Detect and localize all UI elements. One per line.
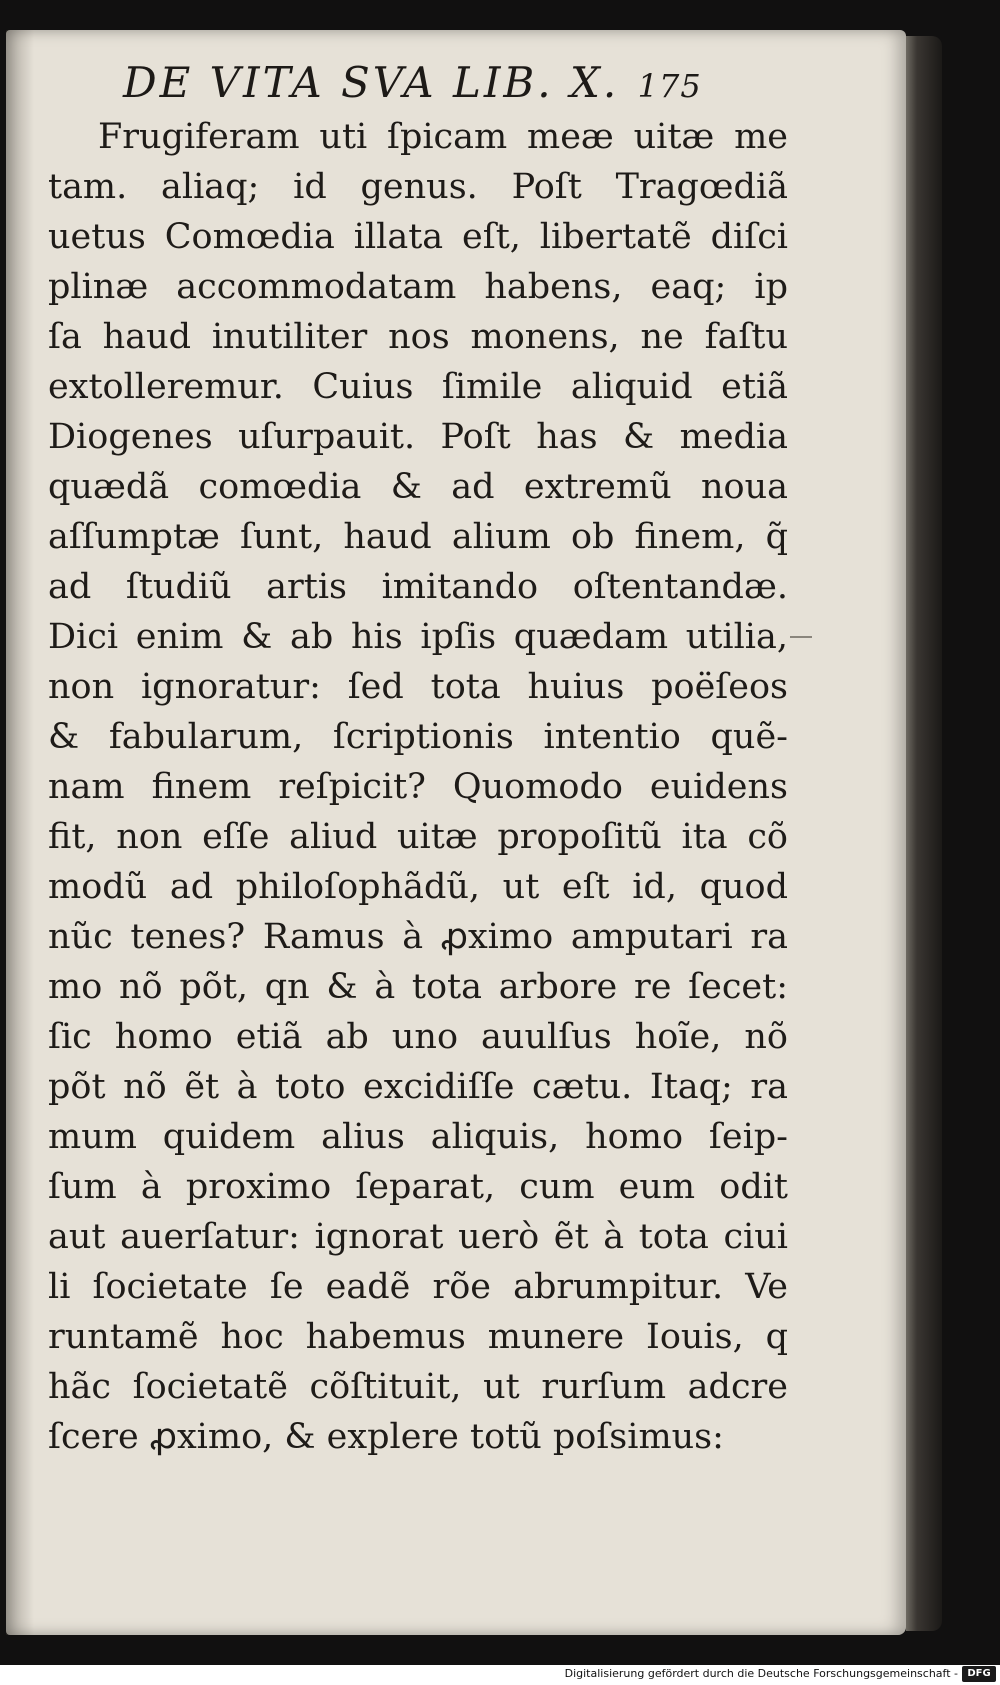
margin-dash-mark: [790, 636, 812, 638]
running-head-title: DE VITA SVA LIB. X.: [123, 58, 620, 107]
text-line: põt nõ ẽt à toto excidiſſe cætu. Itaq; ra: [48, 1067, 788, 1107]
text-line: nũc tenes? Ramus à ꝓximo amputari ra: [48, 917, 788, 957]
text-line: non ignoratur: ſed tota huius poëſeos: [48, 667, 788, 707]
text-line: li ſocietate ſe eadẽ rõe abrumpitur. Ve: [48, 1267, 788, 1307]
page-gutter: [6, 30, 34, 1635]
text-line: plinæ accommodatam habens, eaq; ip: [48, 267, 788, 307]
text-line: extolleremur. Cuius ſimile aliquid etiã: [48, 367, 788, 407]
text-line: & fabularum, ſcriptionis intentio quẽ-: [48, 717, 788, 757]
text-line: uetus Comœdia illata eſt, libertatẽ diſci: [48, 217, 788, 257]
text-line: modũ ad philoſophãdũ, ut eſt id, quod: [48, 867, 788, 907]
running-head: [123, 58, 773, 107]
text-line: ad ſtudiũ artis imitando oſtentandæ.: [48, 567, 788, 607]
text-line: aſſumptæ ſunt, haud alium ob finem, q̃: [48, 517, 788, 557]
text-line: Diogenes uſurpauit. Poſt has & media: [48, 417, 788, 457]
text-line: mo nõ põt, qn & à tota arbore re ſecet:: [48, 967, 788, 1007]
text-line: nam finem reſpicit? Quomodo euidens: [48, 767, 788, 807]
dfg-logo: DFG: [962, 1666, 996, 1682]
text-line: ſa haud inutiliter nos monens, ne faſtu: [48, 317, 788, 357]
text-line: Frugiferam uti ſpicam meæ uitæ me: [98, 117, 788, 157]
text-line: aut auerſatur: ignorat uerò ẽt à tota ciui: [48, 1217, 788, 1257]
text-line: fit, non eſſe aliud uitæ propoſitũ ita cõ: [48, 817, 788, 857]
text-line: ſum à proximo ſeparat, cum eum odit: [48, 1167, 788, 1207]
footer-credit: Digitalisierung gefördert durch die Deutsche Forschungsgemeinschaft -: [564, 1667, 958, 1680]
text-line: hãc ſocietatẽ cõſtituit, ut rurſum adcre: [48, 1367, 788, 1407]
text-line: ſic homo etiã ab uno auulſus hoĩe, nõ: [48, 1017, 788, 1057]
text-line: quædã comœdia & ad extremũ noua: [48, 467, 788, 507]
text-line: mum quidem alius aliquis, homo ſeip-: [48, 1117, 788, 1157]
body-text: [48, 112, 788, 1462]
text-line: tam. aliaq; id genus. Poſt Tragœdiã: [48, 167, 788, 207]
text-line: runtamẽ hoc habemus munere Iouis, q: [48, 1317, 788, 1357]
text-line: ſcere ꝓximo, & explere totũ poſsimus:: [48, 1417, 724, 1457]
text-line: Dici enim & ab his ipſis quædam utilia,: [48, 617, 788, 657]
page-number: 175: [637, 67, 702, 105]
page-edge-shadow: [906, 36, 942, 1631]
